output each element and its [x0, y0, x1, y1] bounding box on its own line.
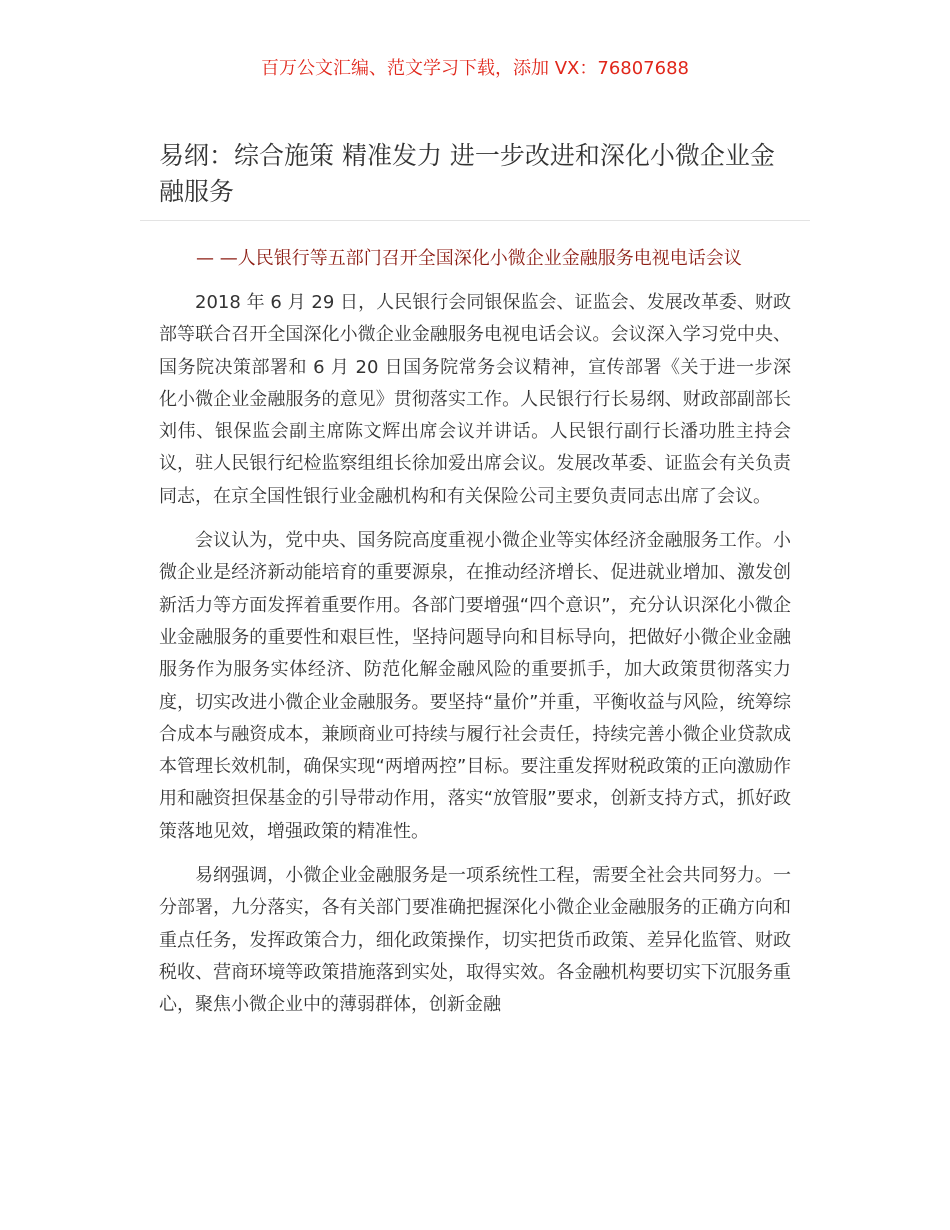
article-body	[159, 287, 791, 1034]
paragraph-2: 会议认为，党中央、国务院高度重视小微企业等实体经济金融服务工作。小微企业是经济新动能培育的重要源泉，在推动经济增长、促进就业增加、激发创新活力等方面发挥着重要作用。各部门要增强“四个意识”，充分认识深化小微企业金融服务的重要性和艰巨性，坚持问题导向和目标导向，把做好小微企业金融服务作为服务实体经济、防范化解金融风险的重要抓手，加大政策贯彻落实力度，切实改进小微企业金融服务。要坚持“量价”并重，平衡收益与风险，统筹综合成本与融资成本，兼顾商业可持续与履行社会责任，持续完善小微企业贷款成本管理长效机制，确保实现“两增两控”目标。要注重发挥财税政策的正向激励作用和融资担保基金的引导带动作用，落实“放管服”要求，创新支持方式，抓好政策落地见效，增强政策的精准性。	[159, 530, 791, 842]
article-title: 易纲：综合施策 精准发力 进一步改进和深化小微企业金融服务	[159, 141, 775, 206]
article-subtitle: — —人民银行等五部门召开全国深化小微企业金融服务电视电话会议	[196, 248, 742, 269]
paragraph-1: 2018 年 6 月 29 日，人民银行会同银保监会、证监会、发展改革委、财政部等联合召开全国深化小微企业金融服务电视电话会议。会议深入学习党中央、国务院决策部署和 6 月 20 日国务院常务会议精神，宣传部署《关于进一步深化小微企业金融服务的意见》贯彻落实工作。人民银行行长易纲、财政部副部长刘伟、银保监会副主席陈文辉出席会议并讲话。人民银行副行长潘功胜主持会议，驻人民银行纪检监察组组长徐加爱出席会议。发展改革委、证监会有关负责同志，在京全国性银行业金融机构和有关保险公司主要负责同志出席了会议。	[159, 292, 791, 507]
paragraph-3: 易纲强调，小微企业金融服务是一项系统性工程，需要全社会共同努力。一分部署，九分落实，各有关部门要准确把握深化小微企业金融服务的正确方向和重点任务，发挥政策合力，细化政策操作，切实把货币政策、差异化监管、财政税收、营商环境等政策措施落到实处，取得实效。各金融机构要切实下沉服务重心，聚焦小微企业中的薄弱群体，创新金融	[159, 865, 791, 1016]
title-divider	[140, 220, 810, 221]
promo-banner: 百万公文汇编、范文学习下载，添加 VX：76807688	[261, 58, 689, 79]
